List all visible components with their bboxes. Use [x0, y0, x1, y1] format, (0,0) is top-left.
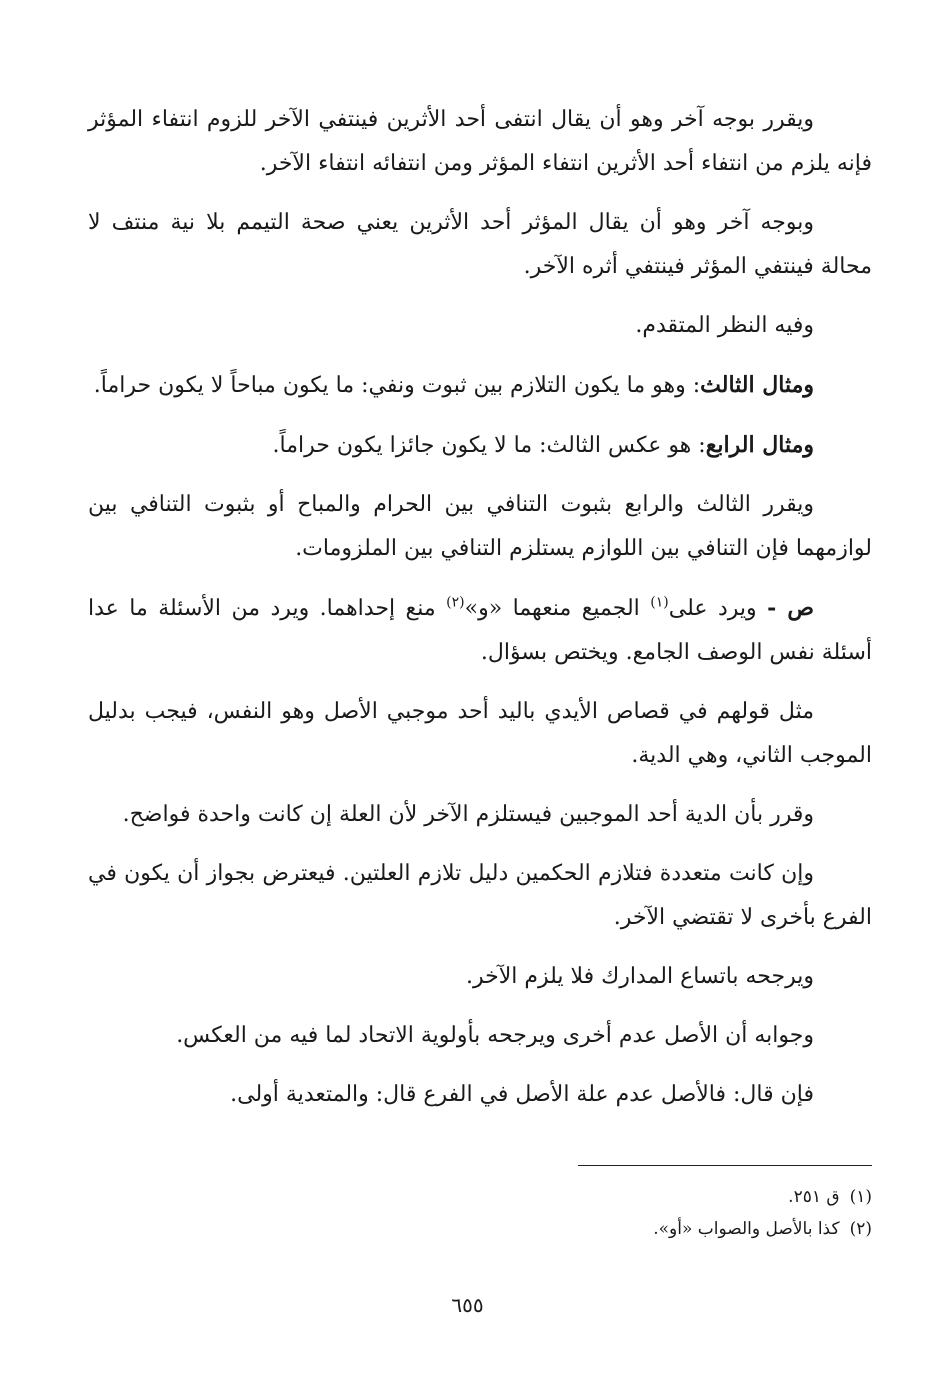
footnote-divider — [578, 1165, 872, 1166]
paragraph-2 — [88, 201, 872, 289]
paragraph-lead: ص - — [767, 595, 814, 621]
paragraph-text: وجوابه أن الأصل عدم أخرى ويرجحه بأولوية الاتحاد لما فيه من العكس. — [176, 1023, 814, 1048]
footnote-1 — [88, 1181, 872, 1213]
footnote-number: (١) — [849, 1187, 872, 1207]
paragraph-text: مثل قولهم في قصاص الأيدي باليد أحد موجبي الأصل وهو النفس، فيجب بدليل الموجب الثاني، وهي الدية. — [88, 699, 872, 768]
paragraph-7 — [88, 586, 872, 675]
paragraph-lead: ومثال الرابع — [705, 432, 814, 458]
paragraph-text: ويرد على — [668, 596, 768, 621]
paragraph-3 — [88, 304, 872, 348]
paragraph-text: الجميع منعهما «و» — [464, 596, 651, 621]
main-text — [88, 98, 872, 1132]
paragraph-13 — [88, 1073, 872, 1117]
paragraph-text: ويقرر الثالث والرابع بثبوت التنافي بين الحرام والمباح أو بثبوت التنافي بين لوازمهما فإن التنافي بين اللوازم يستلزم التنافي بين الملزومات. — [88, 492, 872, 561]
paragraph-text: وفيه النظر المتقدم. — [635, 313, 814, 338]
paragraph-8 — [88, 690, 872, 778]
paragraph-text: وبوجه آخر وهو أن يقال المؤثر أحد الأثرين يعني صحة التيمم بلا نية منتف لا محالة فينتفي المؤثر فينتفي أثره الآخر. — [88, 210, 872, 279]
paragraph-12 — [88, 1014, 872, 1058]
paragraph-4 — [88, 363, 872, 408]
page-number: ٦٥٥ — [451, 1293, 484, 1317]
paragraph-10 — [88, 852, 872, 940]
paragraph-text: فإن قال: فالأصل عدم علة الأصل في الفرع قال: والمتعدية أولى. — [230, 1082, 814, 1107]
footnote-number: (٢) — [849, 1219, 872, 1239]
paragraph-1 — [88, 98, 872, 186]
footnote-text: كذا بالأصل والصواب «أو». — [653, 1219, 840, 1239]
paragraph-6 — [88, 483, 872, 571]
paragraph-text: ويقرر بوجه آخر وهو أن يقال انتفى أحد الأثرين فينتفي الآخر للزوم انتفاء المؤثر فإنه يلزم من انتفاء أحد الأثرين انتفاء المؤثر ومن انتفائه انتفاء الآخر. — [88, 107, 872, 176]
paragraph-text: ويرجحه باتساع المدارك فلا يلزم الآخر. — [465, 964, 814, 989]
footnote-2 — [88, 1213, 872, 1245]
footnotes — [88, 1181, 872, 1245]
paragraph-text: وإن كانت متعددة فتلازم الحكمين دليل تلازم العلتين. فيعترض بجواز أن يكون في الفرع بأخرى لا تقتضي الآخر. — [88, 861, 872, 930]
paragraph-lead: ومثال الثالث — [700, 372, 814, 398]
paragraph-text: منع إحداهما. ويرد من الأسئلة ما عدا أسئلة نفس الوصف الجامع. ويختص بسؤال. — [88, 596, 872, 665]
paragraph-9 — [88, 793, 872, 837]
paragraph-text: : وهو ما يكون التلازم بين ثبوت ونفي: ما يكون مباحاً لا يكون حراماً. — [93, 373, 701, 398]
footnote-ref-1: (١) — [650, 594, 669, 611]
footnote-text: ق ٢٥١. — [788, 1187, 840, 1207]
paragraph-text: وقرر بأن الدية أحد الموجبين فيستلزم الآخر لأن العلة إن كانت واحدة فواضح. — [122, 802, 814, 827]
paragraph-11 — [88, 955, 872, 999]
paragraph-text: : هو عكس الثالث: ما لا يكون جائزا يكون حراماً. — [272, 433, 706, 458]
paragraph-5 — [88, 423, 872, 468]
footnote-ref-2: (٢) — [446, 594, 465, 611]
